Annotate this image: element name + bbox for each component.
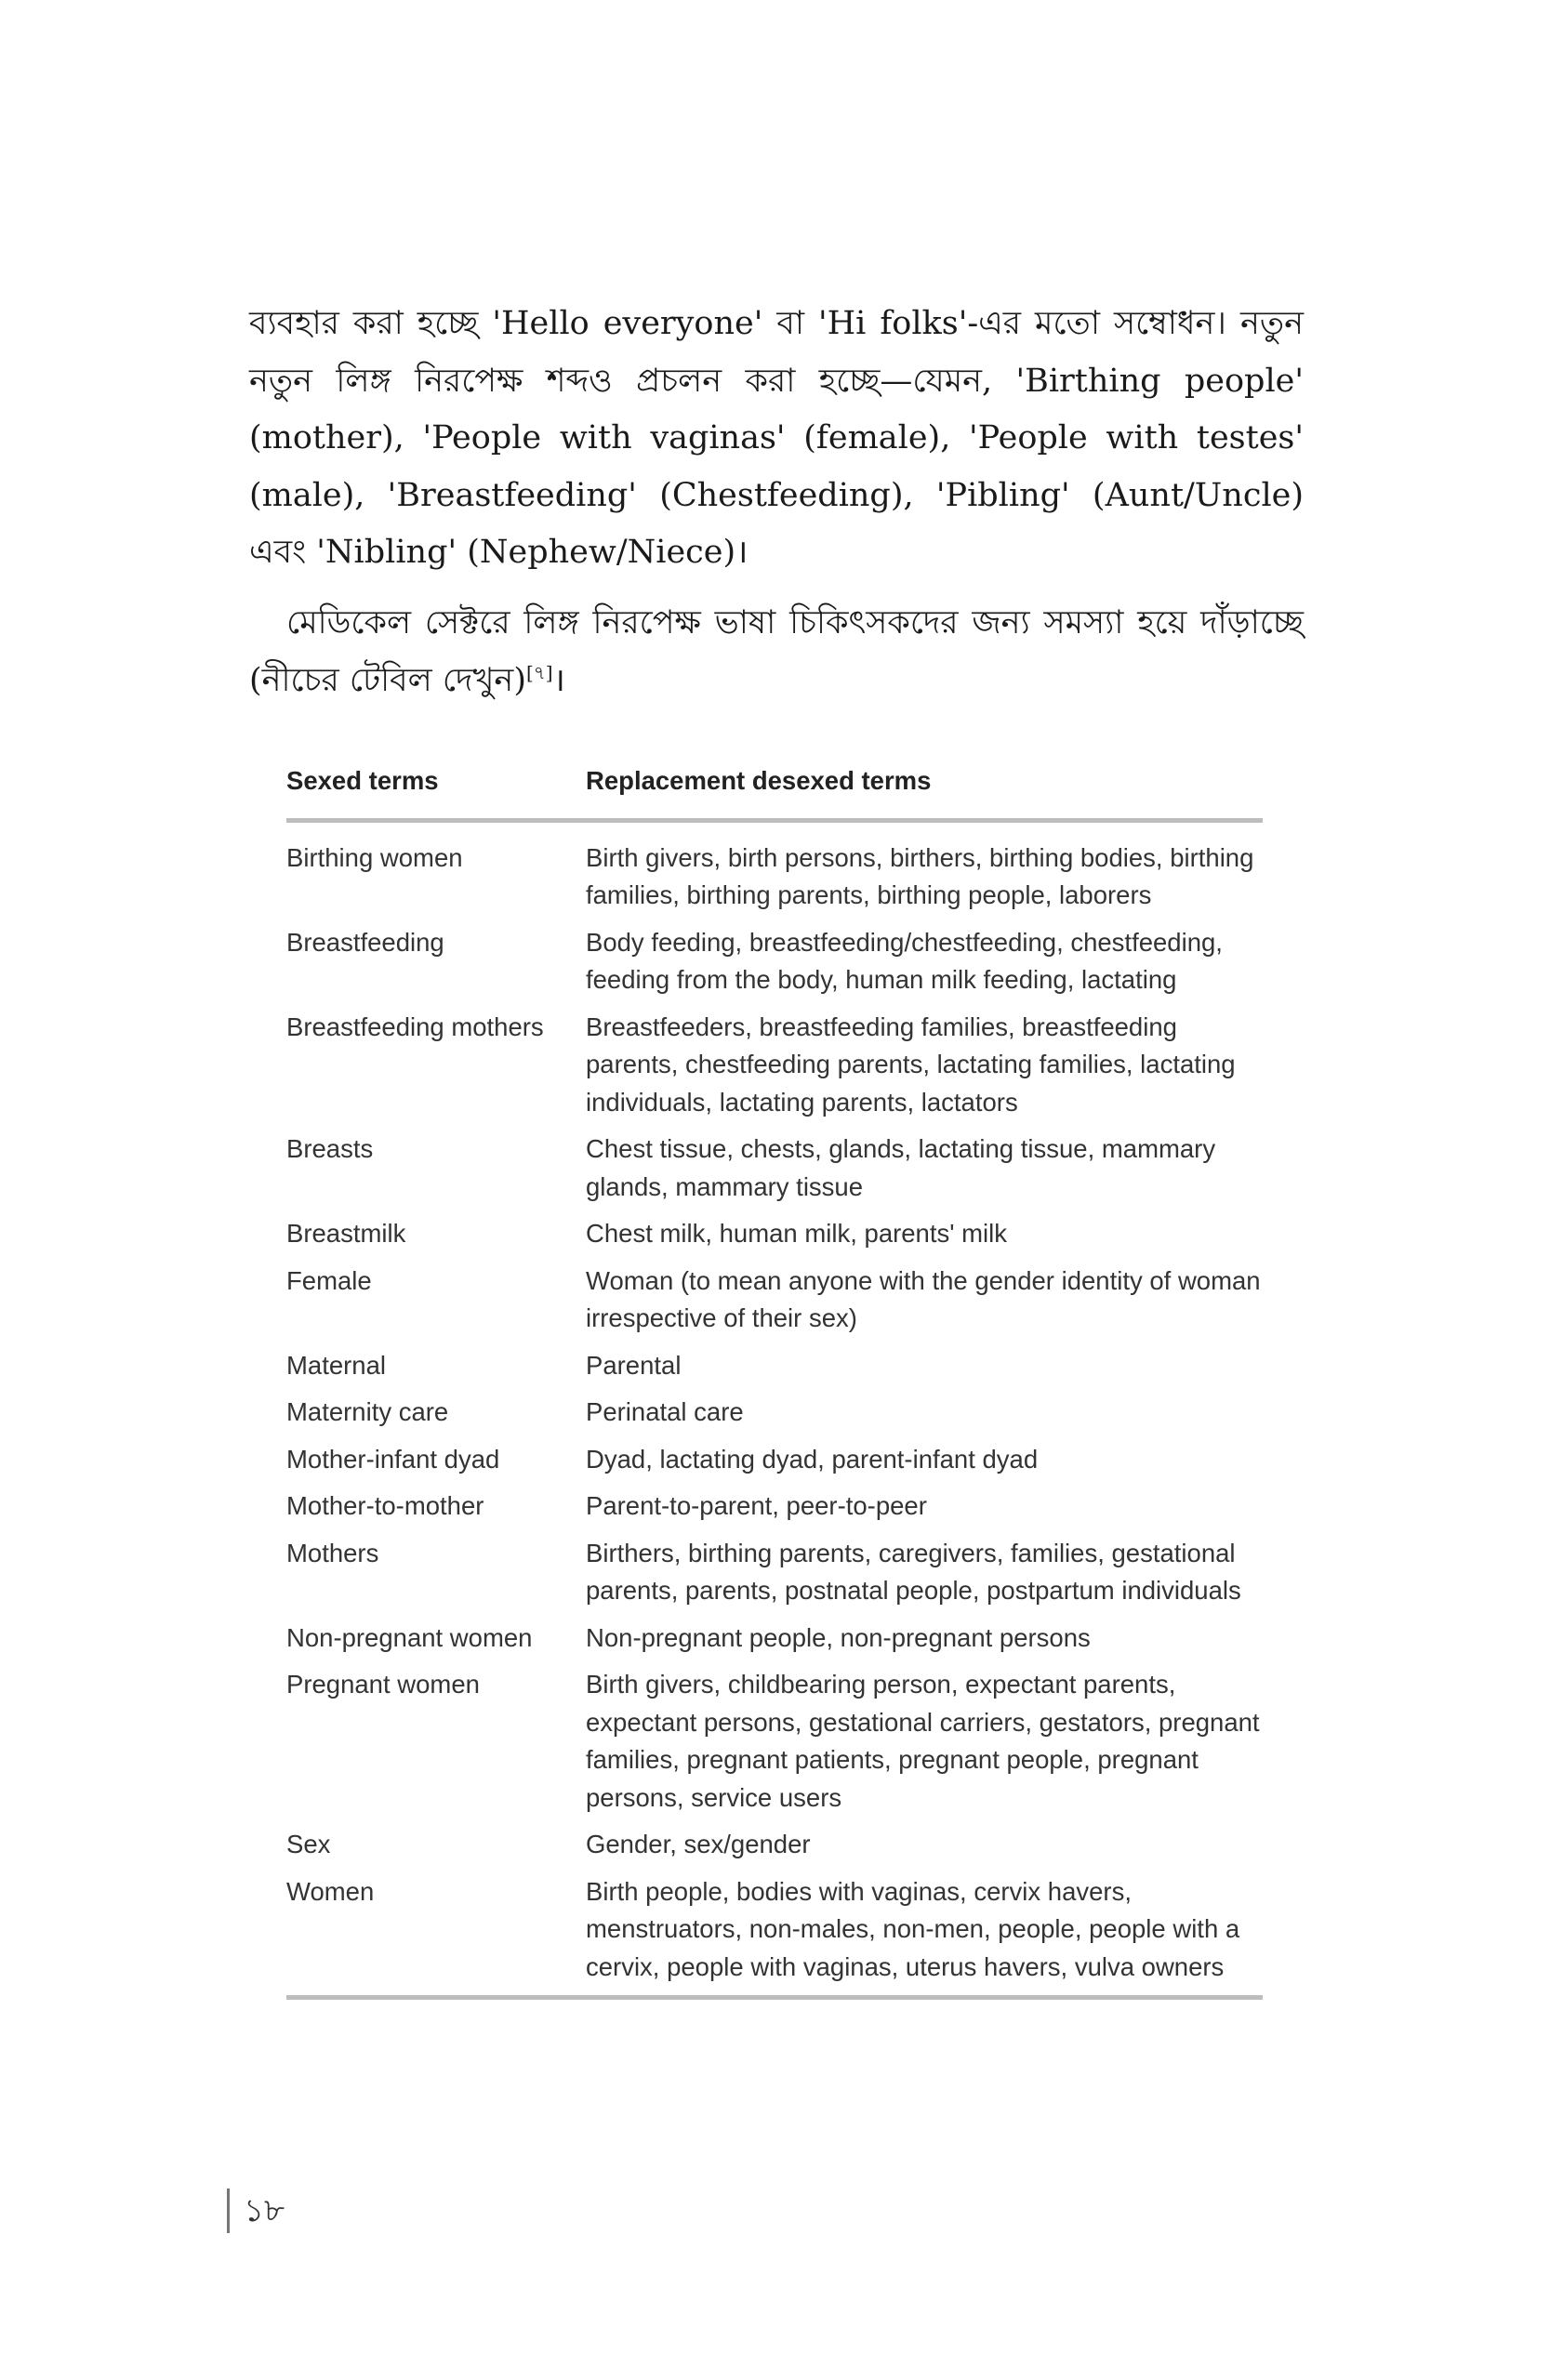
replacement-terms: Chest milk, human milk, parents' milk bbox=[586, 1219, 1008, 1248]
table-row bbox=[286, 1535, 1263, 1610]
table-row bbox=[286, 1130, 1263, 1206]
replacement-terms: Body feeding, breastfeeding/chestfeeding, chestfeeding, feeding from the body, human milk feeding, lactating bbox=[586, 927, 1223, 994]
sexed-term: Breasts bbox=[286, 1134, 374, 1163]
paragraph-2-end: । bbox=[552, 661, 565, 699]
paragraph-2-text: মেডিকেল সেক্টরে লিঙ্গ নিরপেক্ষ ভাষা চিকিৎসকদের জন্য সমস্যা হয়ে দাঁড়াচ্ছে (নীচের টেবিল দেখুন) bbox=[249, 604, 1304, 699]
table-row bbox=[286, 1666, 1263, 1817]
table-row bbox=[286, 1394, 1263, 1432]
replacement-terms: Chest tissue, chests, glands, lactating tissue, mammary glands, mammary tissue bbox=[586, 1134, 1216, 1201]
replacement-terms: Perinatal care bbox=[586, 1397, 744, 1426]
replacement-terms: Dyad, lactating dyad, parent-infant dyad bbox=[586, 1444, 1039, 1474]
replacement-terms: Gender, sex/gender bbox=[586, 1830, 811, 1858]
paragraph-1: ব্যবহার করা হচ্ছে 'Hello everyone' বা 'Hi folks'-এর মতো সম্বোধন। নতুন নতুন লিঙ্গ নিরপেক্ষ শব্দও প্রচলন করা হচ্ছে—যেমন, 'Birthing people' (mother), 'People with vaginas' (female), 'People with testes' (male), 'Breastfeeding' (Chestfeeding), 'Pibling' (Aunt/Uncle) এবং 'Nibling' (Nephew/Niece)। bbox=[249, 305, 1304, 571]
sexed-term: Women bbox=[286, 1876, 375, 1906]
replacement-terms: Woman (to mean anyone with the gender identity of woman irrespective of their sex) bbox=[586, 1265, 1261, 1332]
table-row bbox=[286, 1215, 1263, 1253]
sexed-term: Breastfeeding bbox=[286, 927, 444, 957]
replacement-terms: Breastfeeders, breastfeeding families, breastfeeding parents, chestfeeding parents, lactating families, lactating individuals, lactating parents, lactators bbox=[586, 1012, 1236, 1117]
replacement-terms: Birthers, birthing parents, caregivers, families, gestational parents, parents, postnatal people, postpartum individuals bbox=[586, 1538, 1241, 1605]
sexed-term: Breastfeeding mothers bbox=[286, 1012, 544, 1041]
replacement-terms: Birth givers, childbearing person, expectant parents, expectant persons, gestational carriers, gestators, pregnant families, pregnant patients, pregnant people, pregnant persons, service users bbox=[586, 1670, 1260, 1812]
sexed-term: Mother-to-mother bbox=[286, 1491, 484, 1520]
terms-table bbox=[286, 762, 1263, 2000]
table-row bbox=[286, 840, 1263, 915]
table-row bbox=[286, 1826, 1263, 1864]
sexed-term: Birthing women bbox=[286, 842, 463, 872]
sexed-term: Breastmilk bbox=[286, 1219, 406, 1248]
table-row bbox=[286, 1441, 1263, 1479]
table-row bbox=[286, 1873, 1263, 1987]
table-body bbox=[286, 823, 1263, 1987]
table-row bbox=[286, 1620, 1263, 1658]
paragraph-2 bbox=[249, 595, 1304, 709]
sexed-term: Non-pregnant women bbox=[286, 1622, 533, 1652]
replacement-terms: Birth givers, birth persons, birthers, birthing bodies, birthing families, birthing parents, birthing people, laborers bbox=[586, 842, 1254, 909]
sexed-term: Pregnant women bbox=[286, 1670, 480, 1699]
replacement-terms: Parental bbox=[586, 1350, 682, 1380]
page-number-rule bbox=[227, 2188, 230, 2233]
table-row bbox=[286, 924, 1263, 999]
table-row bbox=[286, 1488, 1263, 1526]
replacement-terms: Parent-to-parent, peer-to-peer bbox=[586, 1491, 927, 1520]
header-replacement-terms: Replacement desexed terms bbox=[586, 766, 932, 795]
footnote-reference: [৭] bbox=[525, 660, 553, 683]
sexed-term: Maternity care bbox=[286, 1397, 449, 1426]
sexed-term: Maternal bbox=[286, 1350, 386, 1380]
sexed-term: Mother-infant dyad bbox=[286, 1444, 500, 1474]
table-row bbox=[286, 1347, 1263, 1385]
replacement-terms: Birth people, bodies with vaginas, cervix havers, menstruators, non-males, non-men, people, people with a cervix, people with vaginas, uterus havers, vulva owners bbox=[586, 1876, 1240, 1981]
header-sexed-terms: Sexed terms bbox=[286, 766, 439, 795]
table-bottom-rule bbox=[286, 1995, 1263, 2000]
replacement-terms: Non-pregnant people, non-pregnant persons bbox=[586, 1622, 1091, 1652]
table-header bbox=[286, 762, 1263, 823]
page-number: ১৮ bbox=[244, 2192, 285, 2229]
sexed-term: Female bbox=[286, 1265, 372, 1295]
table-row bbox=[286, 1009, 1263, 1122]
table-row bbox=[286, 1263, 1263, 1338]
sexed-term: Mothers bbox=[286, 1538, 379, 1567]
sexed-term: Sex bbox=[286, 1830, 331, 1858]
